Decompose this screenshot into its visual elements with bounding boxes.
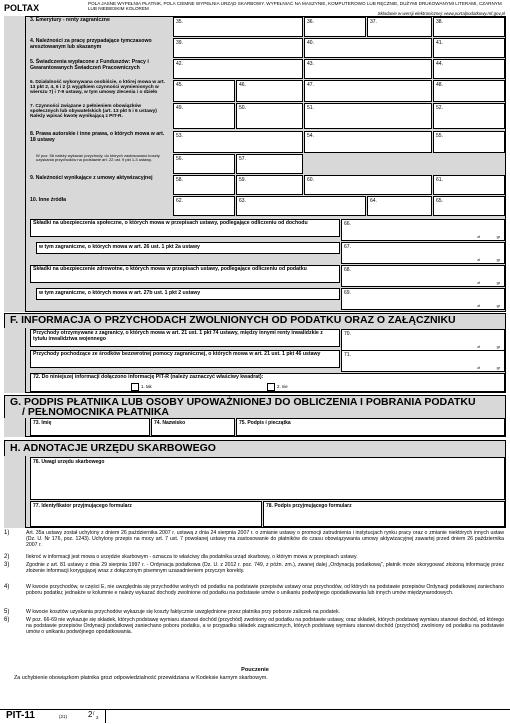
section-f-stripe (4, 328, 26, 393)
page-total: 2 (96, 715, 99, 720)
field-51[interactable]: 51. (304, 103, 432, 129)
skladki-68-label: Składki na ubezpieczenie zdrowotne, o których mowa w przepisach ustawy, podlegające odliczeniu od podatku (30, 265, 340, 283)
brand-logo: POLTAX (4, 3, 40, 13)
field-68[interactable]: 68. zł gr (341, 265, 505, 287)
field-45[interactable]: 45. (173, 80, 235, 102)
field-74[interactable]: 74. Nazwisko (151, 418, 235, 436)
field-73[interactable]: 73. Imię (30, 418, 150, 436)
e-filing-note: Składanie w wersji elektronicznej: www.portalpodatkowy.mf.gov.pl (377, 11, 505, 16)
field-49[interactable]: 49. (173, 103, 235, 129)
footnote-mark: 3) (4, 562, 10, 568)
field-54[interactable]: 54. (304, 131, 432, 153)
page-number: 2 (88, 710, 93, 719)
field-58[interactable]: 58. (173, 175, 235, 195)
checkbox-nie[interactable] (267, 383, 275, 391)
field-60[interactable]: 60. (304, 175, 432, 195)
field-47[interactable]: 47. (304, 80, 432, 102)
section-g-title: G. PODPIS PŁATNIKA LUB OSOBY UPOWAŻNIONEJ DO OBLICZENIA I POBRANIA PODATKU (10, 396, 476, 408)
field-78[interactable]: 78. Podpis przyjmującego formularz (263, 501, 505, 527)
form-name: PIT-11 (6, 710, 35, 721)
footer-form-box (4, 710, 106, 723)
field-67[interactable]: 67. zł gr (341, 242, 505, 264)
f-72: 72. Do niniejszej informacji dołączono informację PIT-R (należy zaznaczyć właściwy kwadrat): 1. tak 2. nie (30, 373, 505, 392)
field-59[interactable]: 59. (236, 175, 303, 195)
field-44[interactable]: 44. (433, 59, 505, 79)
field-61[interactable]: 61. (433, 175, 505, 195)
footnote-5: W kwocie kosztów uzyskania przychodów wykazuje się koszty faktycznie uwzględnione przez płatnika przy poborze zaliczek na podatek. (26, 609, 340, 615)
footnote-2: Ilekroć w informacji jest mowa o urzędzie skarbowym - oznacza to właściwy dla podatnika urząd skarbowy, o którym mowa w przepisach ustawy. (26, 554, 358, 560)
field-66[interactable]: 66. zł gr (341, 219, 505, 241)
field-38[interactable]: 38. (433, 17, 505, 37)
footnote-mark: 5) (4, 609, 10, 615)
section-h-stripe (4, 456, 26, 528)
footnote-mark: 1) (4, 530, 10, 536)
field-76[interactable]: 76. Uwagi urzędu skarbowego (30, 457, 505, 500)
pouczenie-title: Pouczenie (241, 667, 269, 673)
field-57[interactable]: 57. (236, 154, 303, 174)
field-52[interactable]: 52. (433, 103, 505, 129)
pouczenie-text: Za uchybienie obowiązkom płatnika grozi odpowiedzialność przewidziana w Kodeksie karnym skarbowym. (14, 675, 268, 681)
field-70[interactable]: 70. zł gr (341, 329, 505, 351)
skladki-69-label: w tym zagraniczne, o których mowa w art. 27b ust. 1 pkt 2 ustawy (36, 288, 340, 300)
field-40[interactable]: 40. (304, 38, 432, 58)
field-77[interactable]: 77. Identyfikator przyjmującego formularz (30, 501, 262, 527)
field-46[interactable]: 46. (236, 80, 303, 102)
row-label: 7. Czynności związane z pełnieniem obowiązków społecznych lub obywatelskich (art. 13 pkt 5 i 6 ustawy) Należy wpisać kwotę wynikającą z PIT-R. (30, 104, 157, 120)
section-f-title: F. INFORMACJA O PRZYCHODACH ZWOLNIONYCH OD PODATKU ORAZ O ZAŁĄCZNIKU (10, 314, 456, 326)
row-sublabel: W poz. 56 należy wykazać przychody, do których zastosowano koszty uzyskania przychodów na podstawie art. 22 ust. 9 pkt 1-3 ustawy. (36, 153, 160, 163)
section-g-title2: / PEŁNOMOCNIKA PŁATNIKA (22, 406, 169, 418)
field-56[interactable]: 56. (173, 154, 235, 174)
form-instructions: POLA JASNE WYPEŁNIA PŁATNIK, POLA CIEMNE WYPEŁNIA URZĄD SKARBOWY. WYPEŁNIAĆ NA MASZYNIE, KOMPUTEROWO LUB RĘCZNIE, DUŻYMI DRUKOWANYMI LITERAMI, CZARNYM LUB NIEBIESKIM KOLOREM (88, 1, 502, 12)
section-h-title: H. ADNOTACJE URZĘDU SKARBOWEGO (10, 442, 216, 454)
footnote-mark: 6) (4, 617, 10, 623)
skladki-67-label: w tym zagraniczne, o których mowa w art. 26 ust. 1 pkt 2a ustawy (36, 242, 340, 254)
field-53[interactable]: 53. (173, 131, 303, 153)
field-35[interactable]: 35. (173, 17, 303, 37)
field-63[interactable]: 63. (236, 196, 366, 216)
field-37[interactable]: 37. (367, 17, 432, 37)
field-41[interactable]: 41. (433, 38, 505, 58)
footnote-6: W poz. 66-69 nie wykazuje się składek, których podstawę wymiaru stanowi dochód (przychód) zwolniony od podatku na podstawie ustawy, oraz składek, których podstawę wymiaru stanowi dochód, od którego na podstawie przepisów Ordynacji podatkowej zaniechano poboru podatku, a w przypadku składek zagranicznych, których podstawę wymiaru stanowi dochód (przychód) zwolniony od podatku na podstawie umów o unikaniu podwójnego opodatkowania. (26, 617, 504, 635)
footnote-mark: 2) (4, 554, 10, 560)
field-48[interactable]: 48. (433, 80, 505, 102)
opt-nie: 2. nie (277, 384, 288, 389)
opt-tak: 1. tak (141, 384, 152, 389)
field-42[interactable]: 42. (173, 59, 303, 79)
field-43[interactable]: 43. (304, 59, 432, 79)
section-g-stripe (4, 418, 26, 437)
footnote-4: W kwocie przychodów, w części E, nie uwzględnia się przychodów wolnych od podatku na podstawie przepisów ustawy oraz przychodów, od których na podstawie przepisów Ordynacji podatkowej zaniechano poboru podatku; jednakże w kolumnie e należy wykazać dochody zwolnione od podatku na podstawie umów o unikaniu podwójnego opodatkowania lub innych umów międzynarodowych. (26, 584, 504, 596)
field-39[interactable]: 39. (173, 38, 303, 58)
row-label: 3. Emerytury - renty zagraniczne (30, 17, 110, 23)
form-version: (21) (59, 714, 68, 719)
field-69[interactable]: 69. zł gr (341, 288, 505, 310)
field-50[interactable]: 50. (236, 103, 303, 129)
field-36[interactable]: 36. (304, 17, 366, 37)
page-slash: / (93, 711, 95, 717)
row-label: 5. Świadczenia wypłacone z Funduszów: Pracy i Gwarantowanych Świadczeń Pracowniczych (30, 59, 149, 71)
field-55[interactable]: 55. (433, 131, 505, 153)
skladki-66-label: Składki na ubezpieczenia społeczne, o których mowa w przepisach ustawy, podlegające odliczeniu od dochodu (30, 219, 340, 237)
row-label: 8. Prawa autorskie i inne prawa, o których mowa w art. 18 ustawy (30, 131, 165, 143)
footnote-mark: 4) (4, 584, 10, 590)
row-label: 6. Działalność wykonywana osobiście, o której mowa w art. 13 pkt 2, 4, 6 i 2 (z wyjątkiem czynności wymienionych w wierszu 7) i 7-9 ustawy, w tym umowy zlecenia i o dzieło (30, 80, 165, 96)
row-label: 4. Należności za pracę przypadające tymczasowo aresztowanym lub skazanym (30, 38, 152, 50)
field-75[interactable]: 75. Podpis i pieczątka (236, 418, 505, 436)
field-71[interactable]: 71. zł gr (341, 350, 505, 372)
footnote-3: Zgodnie z art. 81 ustawy z dnia 29 sierpnia 1997 r. - Ordynacja podatkowa (Dz. U. z 2012 r. poz. 749, z późn. zm.), zwanej dalej „Ordynacją podatkową", płatnik może skorygować złożoną informację przez złożenie informacji korygującej wraz z dołączonym pisemnym uzasadnieniem przyczyn korekty. (26, 562, 504, 574)
row-label: 9. Należności wynikające z umowy aktywizacyjnej (30, 175, 153, 181)
f-row1-label: Przychody otrzymywane z zagranicy, o których mowa w art. 21 ust. 1 pkt 74 ustawy, między innymi renty inwalidzkie z tytułu inwalidztwa wojennego (30, 329, 340, 347)
row-label: 10. Inne źródła (30, 197, 67, 203)
field-64[interactable]: 64. (367, 196, 432, 216)
field-65[interactable]: 65. (433, 196, 505, 216)
field-62[interactable]: 62. (173, 196, 235, 216)
footnote-1: Art. 35a ustawy został uchylony z dniem 26 października 2007 r. ustawą z dnia 24 sierpnia 2007 r. o zmianie ustawy o promocji zatrudnienia i instytucjach rynku pracy oraz o zmianie niektórych innych ustaw (Dz. U. Nr 176, poz. 1243). Uchylony przepis na mocy art. 7 ust. 7 powołanej ustawy ma zastosowanie do płatników do czasu obowiązywania umowy aktywizacyjnej zawartej przed dniem 26 października 2007 r. (26, 530, 504, 548)
section-e-left-stripe (4, 16, 26, 312)
checkbox-tak[interactable] (131, 383, 139, 391)
f-row2-label: Przychody pochodzące ze środków bezzwrotnej pomocy zagranicznej, o których mowa w art. 21 ust. 1 pkt 46 ustawy (30, 350, 340, 368)
